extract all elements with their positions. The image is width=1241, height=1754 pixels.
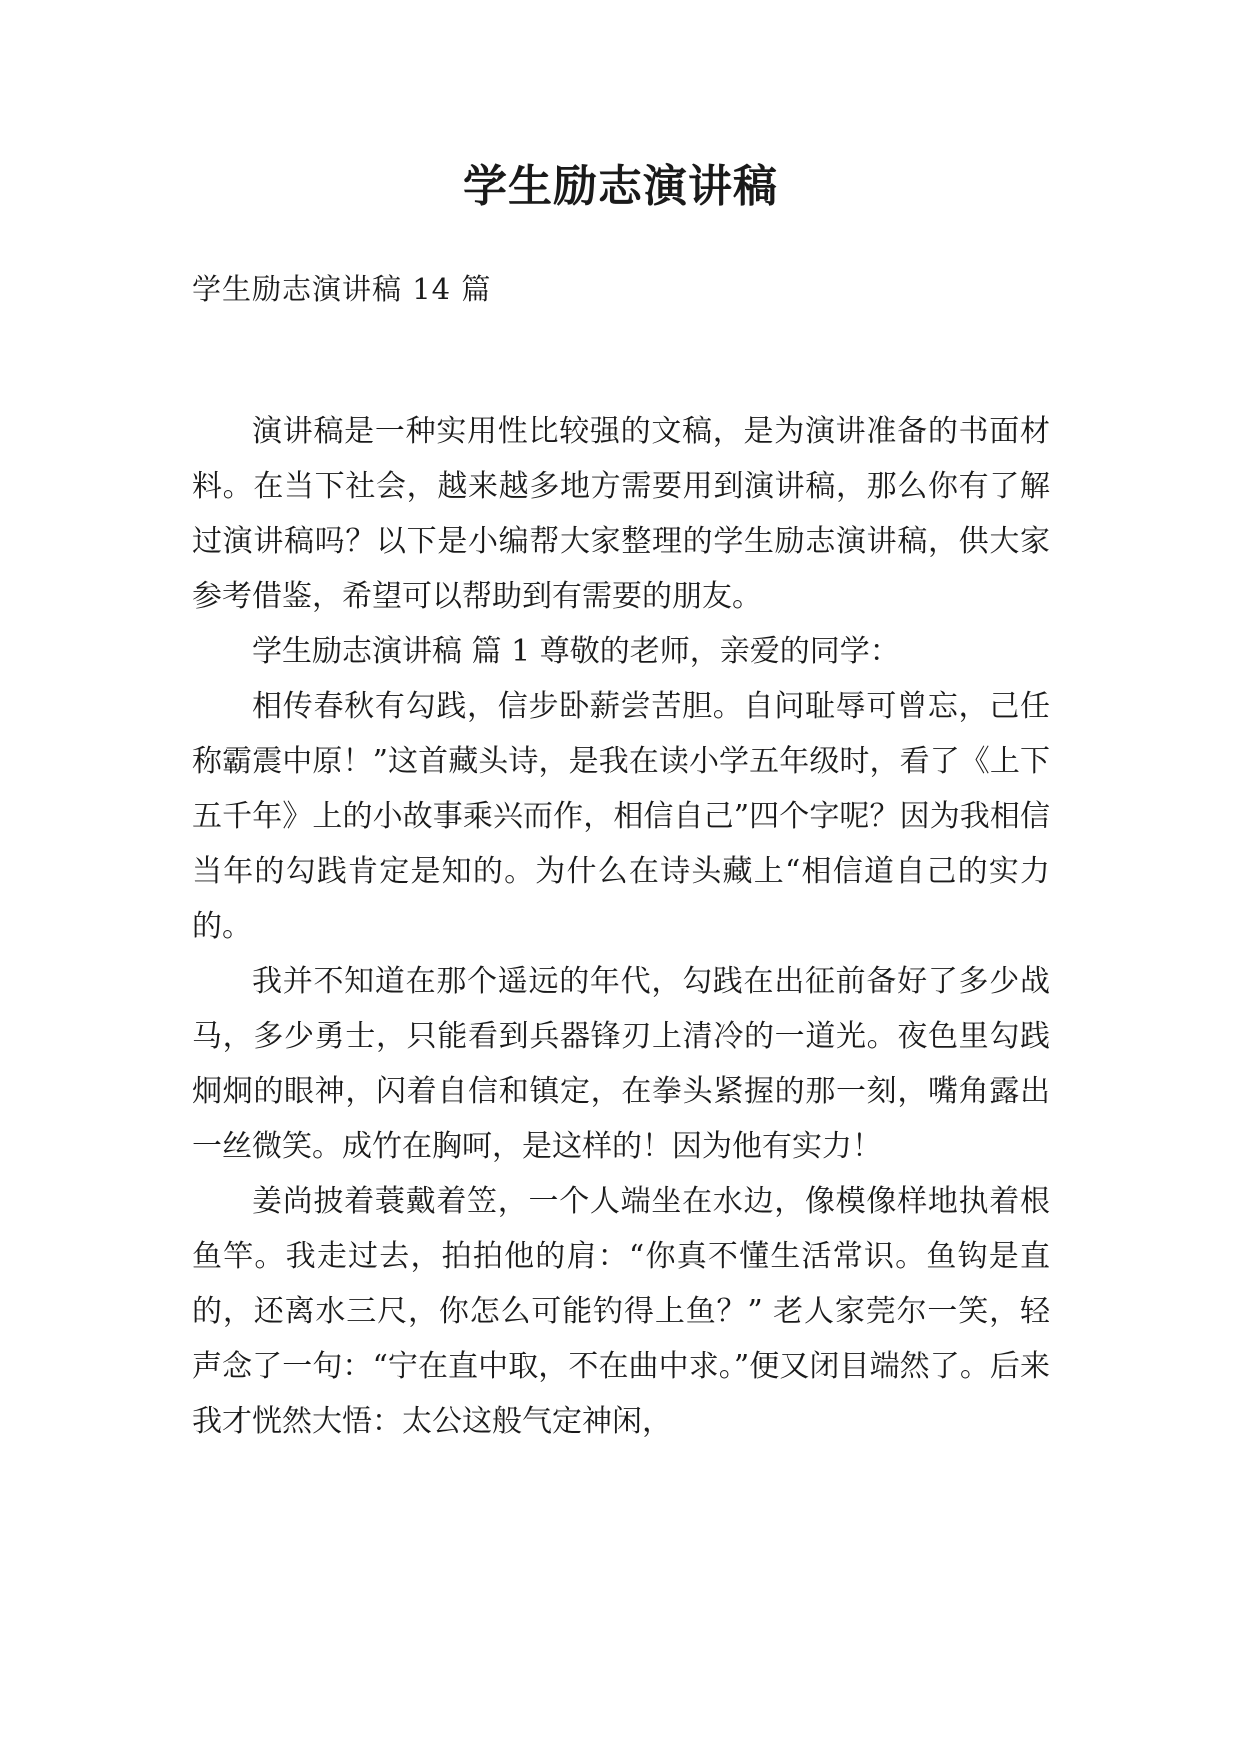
paragraph-intro: 演讲稿是一种实用性比较强的文稿，是为演讲准备的书面材料。在当下社会，越来越多地方需要用到演讲稿，那么你有了解过演讲稿吗？以下是小编帮大家整理的学生励志演讲稿，供大家参考借鉴，希望可以帮助到有需要的朋友。 — [192, 414, 1050, 614]
paragraph-section-heading: 学生励志演讲稿 篇 1 尊敬的老师，亲爱的同学： — [252, 634, 900, 669]
paragraph-goujian: 我并不知道在那个遥远的年代，勾践在出征前备好了多少战马，多少勇士，只能看到兵器锋刃上清冷的一道光。夜色里勾践炯炯的眼神，闪着自信和镇定，在拳头紧握的那一刻，嘴角露出一丝微笑。成竹在胸呵，是这样的！因为他有实力！ — [192, 964, 1050, 1164]
document-title: 学生励志演讲稿 — [463, 161, 778, 212]
document-subtitle: 学生励志演讲稿 14 篇 — [192, 272, 492, 306]
document-body — [192, 404, 1050, 1449]
paragraph-jiangshang: 姜尚披着蓑戴着笠，一个人端坐在水边，像模像样地执着根鱼竿。我走过去，拍拍他的肩：“你真不懂生活常识。鱼钩是直的，还离水三尺，你怎么可能钓得上鱼？” 老人家莞尔一笑，轻声念了一句：“宁在直中取，不在曲中求。”便又闭目端然了。后来我才恍然大悟：太公这般气定神闲， — [192, 1184, 1050, 1439]
paragraph-poem: 相传春秋有勾践，信步卧薪尝苦胆。自问耻辱可曾忘，己任称霸震中原！”这首藏头诗，是我在读小学五年级时，看了《上下五千年》上的小故事乘兴而作，相信自己”四个字呢？因为我相信当年的勾践肯定是知的。为什么在诗头藏上“相信道自己的实力的。 — [192, 689, 1050, 944]
